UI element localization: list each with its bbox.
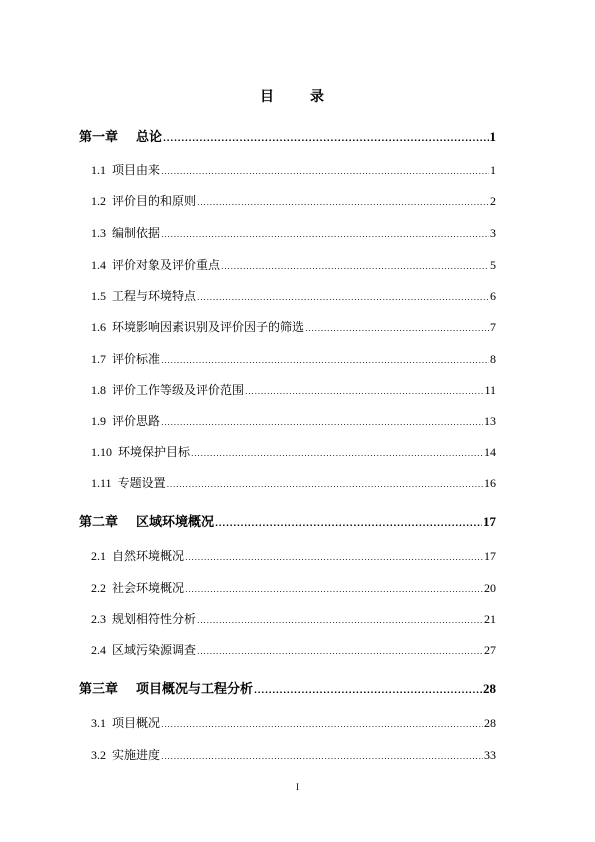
toc-entry-page: 20 bbox=[484, 581, 496, 595]
toc-dot-leader bbox=[197, 199, 489, 207]
toc-dot-leader bbox=[197, 294, 489, 302]
toc-dot-leader bbox=[254, 687, 482, 695]
toc-dot-leader bbox=[245, 388, 483, 396]
toc-entry-title: 实施进度 bbox=[112, 748, 161, 762]
toc-entry-number: 1.4 bbox=[91, 258, 106, 272]
toc-entry-number: 1.9 bbox=[91, 414, 106, 428]
toc-dot-leader bbox=[185, 586, 483, 594]
toc-entry-page: 13 bbox=[484, 414, 496, 428]
toc-section-entry[interactable] bbox=[91, 256, 496, 274]
toc-section-entry[interactable] bbox=[91, 641, 496, 659]
toc-entry-title: 自然环境概况 bbox=[112, 549, 185, 563]
toc-entry-page: 27 bbox=[484, 643, 496, 657]
toc-entry-title: 规划相符性分析 bbox=[112, 612, 197, 626]
toc-dot-leader bbox=[161, 231, 489, 239]
toc-section-entry[interactable] bbox=[91, 318, 496, 336]
toc-entry-page: 1 bbox=[490, 163, 496, 177]
toc-dot-leader bbox=[191, 450, 483, 458]
toc-entry-number: 1.8 bbox=[91, 383, 106, 397]
toc-entry-number: 1.5 bbox=[91, 289, 106, 303]
toc-chapter-entry[interactable] bbox=[79, 511, 496, 529]
toc-dot-leader bbox=[161, 168, 489, 176]
toc-entry-title: 编制依据 bbox=[112, 226, 161, 240]
toc-entry-page: 21 bbox=[484, 612, 496, 626]
toc-dot-leader bbox=[215, 520, 482, 528]
toc-entry-page: 33 bbox=[484, 748, 496, 762]
toc-section-entry[interactable] bbox=[91, 579, 496, 597]
toc-entry-number: 1.1 bbox=[91, 163, 106, 177]
toc-entry-page: 5 bbox=[490, 258, 496, 272]
toc-entry-title: 评价标准 bbox=[112, 352, 161, 366]
toc-dot-leader bbox=[221, 263, 489, 271]
toc-section-entry[interactable] bbox=[91, 610, 496, 628]
toc-entry-title: 社会环境概况 bbox=[112, 581, 185, 595]
toc-section-entry[interactable] bbox=[91, 547, 496, 565]
toc-dot-leader bbox=[161, 721, 483, 729]
toc-entry-number: 3.1 bbox=[91, 716, 106, 730]
toc-entry-title: 项目概况 bbox=[112, 716, 161, 730]
toc-entry-number: 3.2 bbox=[91, 748, 106, 762]
toc-entry-title: 评价目的和原则 bbox=[112, 194, 197, 208]
toc-section-entry[interactable] bbox=[91, 381, 496, 399]
toc-section-entry[interactable] bbox=[91, 224, 496, 242]
toc-entry-number: 2.4 bbox=[91, 643, 106, 657]
toc-entry-title: 评价工作等级及评价范围 bbox=[112, 383, 245, 397]
toc-entry-title: 环境保护目标 bbox=[118, 445, 191, 459]
toc-section-entry[interactable] bbox=[91, 161, 496, 179]
toc-entry-page: 2 bbox=[490, 194, 496, 208]
toc-chapter-entry[interactable] bbox=[79, 126, 496, 144]
toc-dot-leader bbox=[161, 753, 483, 761]
toc-dot-leader bbox=[163, 135, 488, 143]
toc-section-entry[interactable] bbox=[91, 714, 496, 732]
toc-section-entry[interactable] bbox=[91, 192, 496, 210]
toc-entry-page: 14 bbox=[484, 445, 496, 459]
toc-entry-title: 项目由来 bbox=[112, 163, 161, 177]
toc-entry-number: 1.3 bbox=[91, 226, 106, 240]
page-number: I bbox=[296, 782, 299, 792]
toc-entry-title: 项目概况与工程分析 bbox=[136, 681, 254, 696]
toc-entry-number: 2.2 bbox=[91, 581, 106, 595]
toc-entry-page: 8 bbox=[490, 352, 496, 366]
toc-entry-page: 16 bbox=[484, 476, 496, 490]
toc-entry-number: 2.3 bbox=[91, 612, 106, 626]
toc-dot-leader bbox=[167, 481, 483, 489]
toc-dot-leader bbox=[305, 325, 489, 333]
toc-entry-number: 1.2 bbox=[91, 194, 106, 208]
toc-dot-leader bbox=[161, 357, 489, 365]
toc-section-entry[interactable] bbox=[91, 474, 496, 492]
toc-entry-title: 工程与环境特点 bbox=[112, 289, 197, 303]
toc-section-entry[interactable] bbox=[91, 350, 496, 368]
toc-entry-title: 评价思路 bbox=[112, 414, 161, 428]
toc-entry-page: 1 bbox=[489, 129, 496, 144]
toc-entry-page: 11 bbox=[484, 383, 496, 397]
toc-dot-leader bbox=[197, 648, 483, 656]
toc-entry-page: 28 bbox=[483, 681, 496, 696]
toc-section-entry[interactable] bbox=[91, 412, 496, 430]
toc-entry-title: 总论 bbox=[136, 129, 163, 144]
toc-dot-leader bbox=[161, 419, 483, 427]
toc-entry-title: 区域污染源调查 bbox=[112, 643, 197, 657]
toc-entry-page: 28 bbox=[484, 716, 496, 730]
toc-title: 目 录 bbox=[260, 90, 335, 105]
toc-section-entry[interactable] bbox=[91, 746, 496, 764]
toc-entry-page: 17 bbox=[483, 514, 496, 529]
toc-entry-page: 3 bbox=[490, 226, 496, 240]
toc-entry-number: 第二章 bbox=[79, 514, 119, 529]
toc-entry-number: 1.7 bbox=[91, 352, 106, 366]
toc-entry-page: 6 bbox=[490, 289, 496, 303]
toc-entry-number: 1.10 bbox=[91, 445, 112, 459]
toc-section-entry[interactable] bbox=[91, 287, 496, 305]
toc-entry-title: 环境影响因素识别及评价因子的筛选 bbox=[112, 320, 305, 334]
toc-entry-number: 第三章 bbox=[79, 681, 119, 696]
toc-chapter-entry[interactable] bbox=[79, 678, 496, 696]
toc-entry-number: 1.11 bbox=[91, 476, 112, 490]
toc-entry-number: 2.1 bbox=[91, 549, 106, 563]
toc-section-entry[interactable] bbox=[91, 443, 496, 461]
toc-entry-title: 评价对象及评价重点 bbox=[112, 258, 221, 272]
toc-entry-title: 专题设置 bbox=[117, 476, 166, 490]
toc-dot-leader bbox=[197, 617, 483, 625]
toc-entry-title: 区域环境概况 bbox=[136, 514, 215, 529]
toc-entry-page: 7 bbox=[490, 320, 496, 334]
toc-entry-page: 17 bbox=[484, 549, 496, 563]
toc-dot-leader bbox=[185, 554, 483, 562]
toc-entry-number: 1.6 bbox=[91, 320, 106, 334]
toc-entry-number: 第一章 bbox=[79, 129, 119, 144]
